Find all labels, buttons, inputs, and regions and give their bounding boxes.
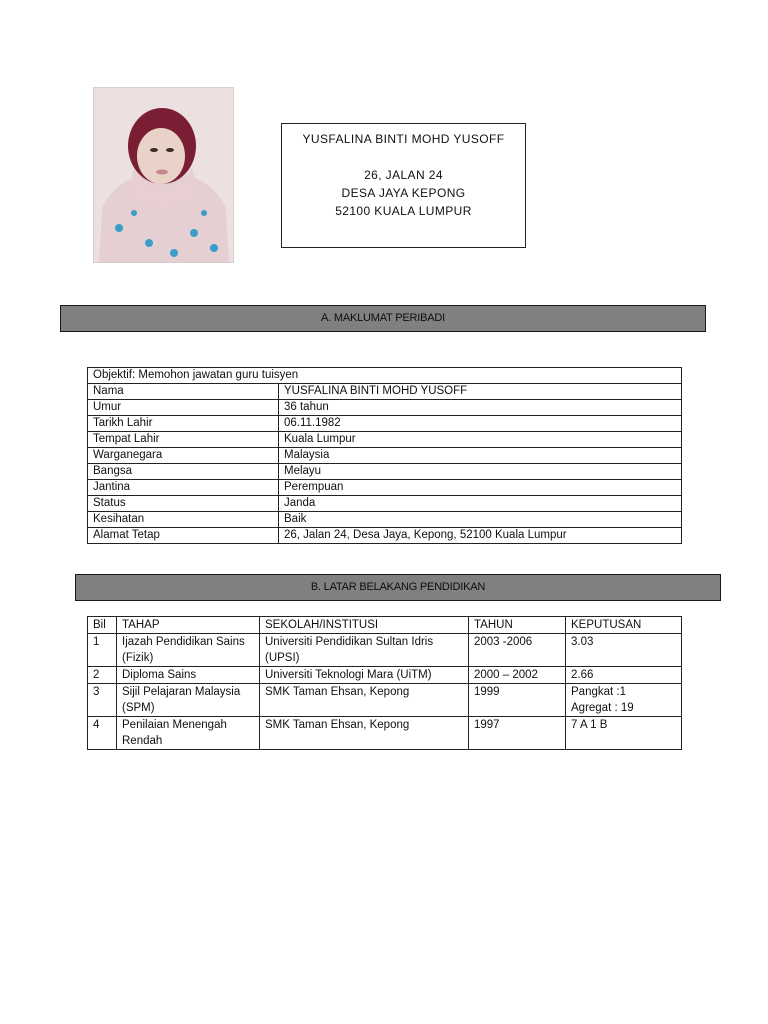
address-line-2: DESA JAYA KEPONG	[341, 186, 466, 200]
table-row	[88, 384, 682, 400]
field-label: Alamat Tetap	[88, 528, 279, 544]
cell-tahun: 1997	[469, 717, 566, 750]
table-row	[88, 512, 682, 528]
table-row	[88, 432, 682, 448]
cell-tahun: 2000 – 2002	[469, 667, 566, 684]
field-value: Perempuan	[279, 480, 682, 496]
field-label: Tempat Lahir	[88, 432, 279, 448]
cell-tahap: Sijil Pelajaran Malaysia (SPM)	[117, 684, 260, 717]
field-value: Malaysia	[279, 448, 682, 464]
cell-bil: 4	[88, 717, 117, 750]
profile-photo	[93, 87, 234, 263]
field-value: Melayu	[279, 464, 682, 480]
field-label: Bangsa	[88, 464, 279, 480]
cell-sekolah: SMK Taman Ehsan, Kepong	[260, 684, 469, 717]
cell-keputusan: 3.03	[566, 634, 682, 667]
table-row	[88, 496, 682, 512]
field-value: Kuala Lumpur	[279, 432, 682, 448]
keputusan-line-2: Agregat : 19	[571, 702, 634, 714]
table-row	[88, 480, 682, 496]
applicant-name: YUSFALINA BINTI MOHD YUSOFF	[302, 132, 505, 146]
table-row	[88, 717, 682, 750]
column-header: TAHAP	[117, 617, 260, 634]
address-line-3: 52100 KUALA LUMPUR	[335, 204, 472, 218]
column-header: KEPUTUSAN	[566, 617, 682, 634]
field-value: 06.11.1982	[279, 416, 682, 432]
table-row	[88, 684, 682, 717]
field-value: Janda	[279, 496, 682, 512]
table-row	[88, 464, 682, 480]
address-line-1: 26, JALAN 24	[364, 168, 443, 182]
field-value: 26, Jalan 24, Desa Jaya, Kepong, 52100 Kuala Lumpur	[279, 528, 682, 544]
table-row	[88, 667, 682, 684]
cell-keputusan: 7 A 1 B	[566, 717, 682, 750]
field-label: Kesihatan	[88, 512, 279, 528]
cell-bil: 2	[88, 667, 117, 684]
section-a-header: A. MAKLUMAT PERIBADI	[60, 305, 706, 332]
objective-row	[88, 368, 682, 384]
table-row	[88, 400, 682, 416]
cell-sekolah: Universiti Teknologi Mara (UiTM)	[260, 667, 469, 684]
objective-text: Objektif: Memohon jawatan guru tuisyen	[88, 368, 682, 384]
cell-tahap: Diploma Sains	[117, 667, 260, 684]
field-value: Baik	[279, 512, 682, 528]
cell-tahap: Ijazah Pendidikan Sains (Fizik)	[117, 634, 260, 667]
table-header-row	[88, 617, 682, 634]
table-row	[88, 448, 682, 464]
field-value: 36 tahun	[279, 400, 682, 416]
cell-sekolah: Universiti Pendidikan Sultan Idris (UPSI)	[260, 634, 469, 667]
cell-keputusan: 2.66	[566, 667, 682, 684]
column-header: TAHUN	[469, 617, 566, 634]
field-label: Jantina	[88, 480, 279, 496]
cell-sekolah: SMK Taman Ehsan, Kepong	[260, 717, 469, 750]
cell-keputusan	[566, 684, 682, 717]
cell-tahun: 1999	[469, 684, 566, 717]
table-row	[88, 528, 682, 544]
column-header: Bil	[88, 617, 117, 634]
cell-tahap: Penilaian Menengah Rendah	[117, 717, 260, 750]
header-address-box	[281, 123, 526, 248]
column-header: SEKOLAH/INSTITUSI	[260, 617, 469, 634]
cell-bil: 1	[88, 634, 117, 667]
field-value: YUSFALINA BINTI MOHD YUSOFF	[279, 384, 682, 400]
section-b-header: B. LATAR BELAKANG PENDIDIKAN	[75, 574, 721, 601]
field-label: Tarikh Lahir	[88, 416, 279, 432]
education-table	[87, 616, 682, 750]
table-row	[88, 416, 682, 432]
person-photo-icon	[94, 88, 233, 262]
personal-info-table	[87, 367, 682, 544]
field-label: Warganegara	[88, 448, 279, 464]
cell-bil: 3	[88, 684, 117, 717]
cell-tahun: 2003 -2006	[469, 634, 566, 667]
keputusan-line-1: Pangkat :1	[571, 686, 626, 698]
field-label: Umur	[88, 400, 279, 416]
field-label: Nama	[88, 384, 279, 400]
table-row	[88, 634, 682, 667]
field-label: Status	[88, 496, 279, 512]
